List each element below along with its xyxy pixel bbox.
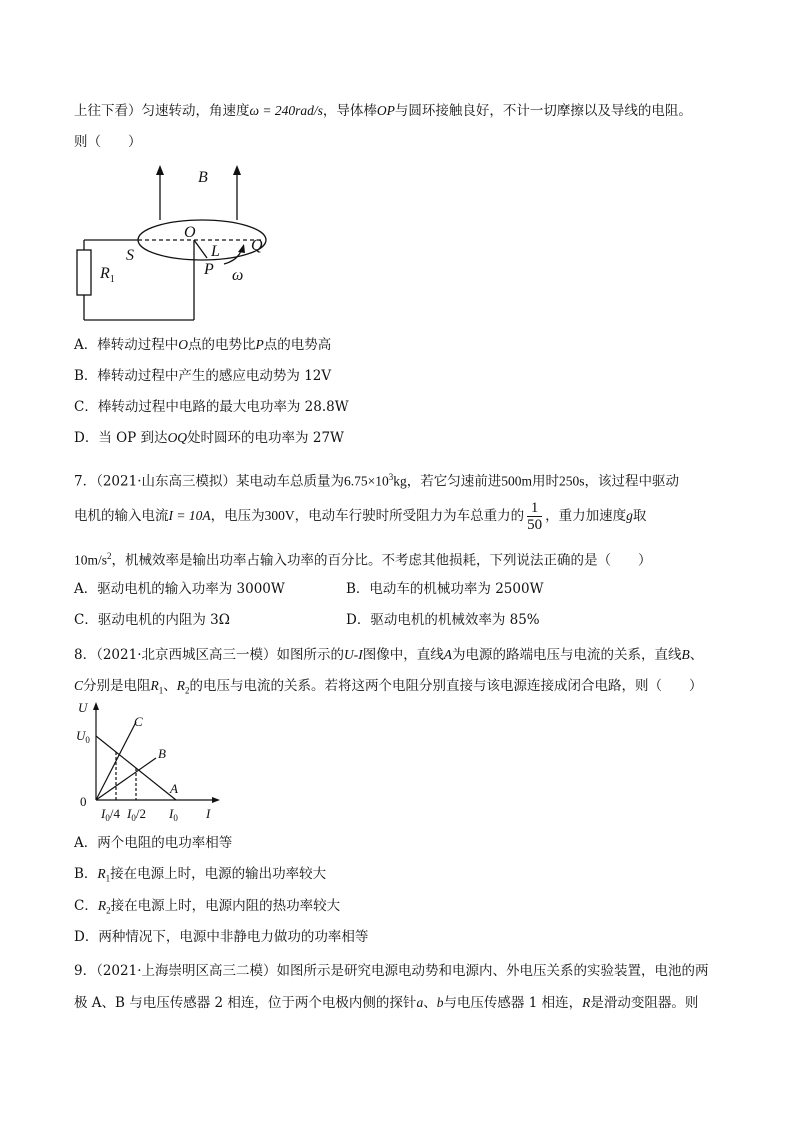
q8-stem-line1: 8．（2021·北京西城区高三一模）如图所示的U-I图像中，直线A为电源的路端电压与电流的关系，直线B、 bbox=[74, 647, 704, 663]
label-line-C: C bbox=[134, 714, 143, 729]
q7-option-c[interactable]: C．驱动电机的内阻为 3Ω bbox=[74, 612, 230, 628]
q8-option-a[interactable]: A．两个电阻的电功率相等 bbox=[74, 835, 233, 851]
q7-stem-line3: $10m/s^2$，机械效率是输出功率占输入功率的百分比。不考虑其他损耗，下列说法正确的是（ ） bbox=[74, 551, 652, 569]
q8-ui-graph bbox=[74, 700, 234, 822]
label-O: O bbox=[184, 224, 196, 241]
label-P: P bbox=[204, 261, 214, 278]
label-U0: $U_0$ bbox=[76, 728, 90, 745]
label-B: B bbox=[198, 169, 208, 186]
q7-option-d[interactable]: D．驱动电机的机械效率为 85% bbox=[346, 612, 540, 628]
q7-option-b[interactable]: B．电动车的机械功率为 2500W bbox=[346, 581, 544, 597]
label-Q: Q bbox=[251, 237, 263, 254]
label-line-B: B bbox=[158, 746, 166, 761]
q9-stem-line2: 极 A、B 与电压传感器 2 相连，位于两个电极内侧的探针a、b与电压传感器 1 相连，R是滑动变阻器。则 bbox=[74, 995, 699, 1011]
fraction-1-50: $\frac{1}{50}$ bbox=[527, 500, 543, 533]
label-L: L bbox=[211, 243, 220, 260]
label-line-A: A bbox=[170, 781, 178, 796]
q6-option-b[interactable]: B．棒转动过程中产生的感应电动势为 12V bbox=[74, 368, 332, 384]
q6-option-c[interactable]: C．棒转动过程中电路的最大电功率为 28.8W bbox=[74, 399, 349, 415]
q8-stem-line2: C分别是电阻$R_1$、$R_2$的电压与电流的关系。若将这两个电阻分别直接与该电源连接成闭合电路，则（ ） bbox=[74, 678, 703, 696]
q8-option-c[interactable]: C．$R_2$接在电源上时，电源内阻的热功率较大 bbox=[74, 898, 341, 916]
label-I0-4: $I_0/4$ bbox=[101, 806, 120, 822]
q8-option-d[interactable]: D．两种情况下，电源中非静电力做功的功率相等 bbox=[74, 929, 369, 945]
label-omega: ω bbox=[232, 267, 244, 284]
label-I0-2: $I_0/2$ bbox=[127, 806, 146, 822]
axis-label-U: U bbox=[78, 700, 88, 715]
label-R1: $R_1$ bbox=[100, 265, 115, 285]
q9-stem-line1: 9．（2021·上海崇明区高三二模）如图所示是研究电源电动势和电源内、外电压关系的实验装置，电池的两 bbox=[74, 963, 709, 979]
q7-option-a[interactable]: A．驱动电机的输入功率为 3000W bbox=[74, 581, 285, 597]
q6-circuit-figure bbox=[74, 160, 294, 330]
q6-option-d[interactable]: D．当 OP 到达OQ处时圆环的电功率为 27W bbox=[74, 430, 344, 446]
q6-stem-line1: 上往下看）匀速转动，角速度ω = 240rad/s，导体棒OP与圆环接触良好，不计一切摩擦以及导线的电阻。 bbox=[74, 103, 692, 119]
q8-option-b[interactable]: B．$R_1$接在电源上时，电源的输出功率较大 bbox=[74, 866, 327, 884]
label-I0: $I_0$ bbox=[169, 806, 178, 822]
q7-stem-line2: 电机的输入电流I = 10A，电压为300V，电动车行驶时所受阻力为车总重力的 $\frac{1}{50}$ ，重力加速度g取 bbox=[74, 500, 647, 533]
label-S: S bbox=[126, 247, 134, 264]
axis-label-I: I bbox=[206, 806, 211, 821]
q7-stem-line1: 7．（2021·山东高三模拟）某电动车总质量为$6.75\times 10^3kg$，若它匀速前进500m用时250s，该过程中驱动 bbox=[74, 472, 680, 490]
q6-option-a[interactable]: A．棒转动过程中O点的电势比P点的电势高 bbox=[74, 337, 332, 353]
q6-stem-line2: 则（ ） bbox=[74, 134, 142, 150]
label-origin: 0 bbox=[80, 794, 87, 809]
omega-expression: ω = 240rad/s bbox=[249, 103, 323, 118]
